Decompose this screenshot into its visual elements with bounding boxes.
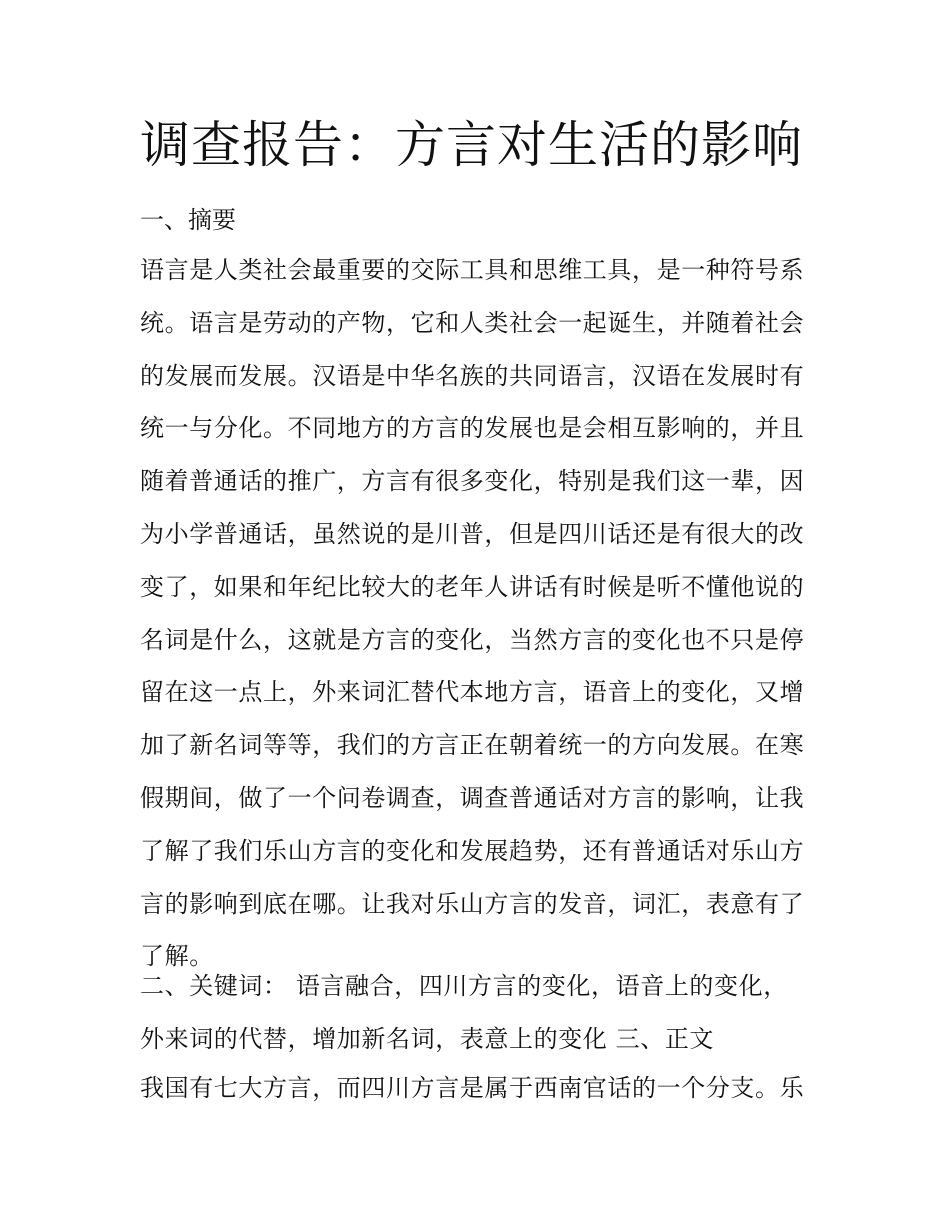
abstract-line: 了解。 bbox=[140, 942, 214, 971]
abstract-line: 名词是什么，这就是方言的变化，当然方言的变化也不只是停 bbox=[140, 625, 805, 654]
abstract-line: 加了新名词等等，我们的方言正在朝着统一的方向发展。在寒 bbox=[140, 731, 805, 760]
keywords-line: 二、关键词： 语言融合，四川方言的变化，语音上的变化， bbox=[140, 972, 788, 1000]
abstract-line: 语言是人类社会最重要的交际工具和思维工具，是一种符号系 bbox=[140, 256, 805, 284]
abstract-heading: 一、摘要 bbox=[140, 206, 236, 234]
abstract-line: 变了，如果和年纪比较大的老年人讲话有时候是听不懂他说的 bbox=[140, 572, 805, 601]
document-title: 调查报告：方言对生活的影响 bbox=[140, 116, 803, 174]
body-line: 我国有七大方言，而四川方言是属于西南官话的一个分支。乐 bbox=[140, 1074, 805, 1102]
abstract-line: 了解了我们乐山方言的变化和发展趋势，还有普通话对乐山方 bbox=[140, 836, 805, 865]
abstract-line: 统一与分化。不同地方的方言的发展也是会相互影响的，并且 bbox=[140, 414, 805, 443]
abstract-line: 为小学普通话，虽然说的是川普，但是四川话还是有很大的改 bbox=[140, 519, 805, 548]
keywords-line: 外来词的代替，增加新名词，表意上的变化 三、正文 bbox=[140, 1024, 715, 1053]
body-paragraph bbox=[140, 1062, 830, 1115]
abstract-paragraph bbox=[140, 244, 830, 983]
abstract-line: 的发展而发展。汉语是中华名族的共同语言，汉语在发展时有 bbox=[140, 361, 805, 390]
keywords-paragraph bbox=[140, 960, 830, 1066]
abstract-line: 留在这一点上，外来词汇替代本地方言，语音上的变化，又增 bbox=[140, 678, 805, 707]
abstract-line: 随着普通话的推广，方言有很多变化，特别是我们这一辈，因 bbox=[140, 467, 805, 496]
abstract-line: 言的影响到底在哪。让我对乐山方言的发音，词汇，表意有了 bbox=[140, 889, 805, 918]
abstract-line: 统。语言是劳动的产物，它和人类社会一起诞生，并随着社会 bbox=[140, 308, 805, 337]
abstract-line: 假期间，做了一个问卷调查，调查普通话对方言的影响，让我 bbox=[140, 783, 805, 812]
